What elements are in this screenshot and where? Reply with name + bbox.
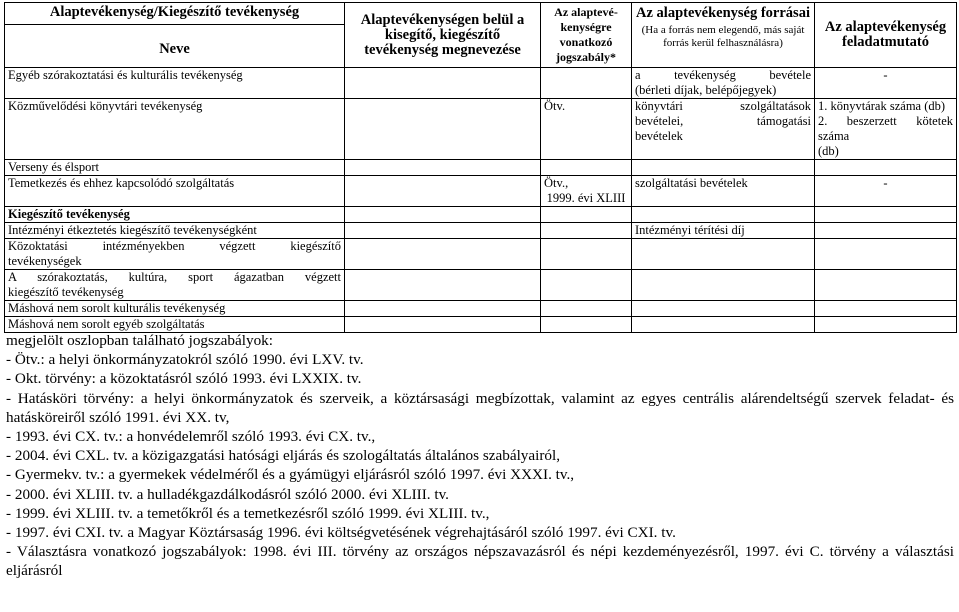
table-row xyxy=(5,160,957,176)
row-law-line: 1999. évi XLIII xyxy=(546,191,626,205)
note-item: - Ötv.: a helyi önkormányzatokról szóló 1990. évi LXV. tv. xyxy=(6,351,364,369)
table-row xyxy=(5,301,957,317)
header-indicator: Az alaptevékenység feladatmutató xyxy=(815,3,957,68)
row-indicator-line: 2. beszerzett kötetek száma xyxy=(818,114,953,143)
table-row xyxy=(5,99,957,160)
row-indicator-line: 1. könyvtárak száma (db) xyxy=(818,99,946,113)
note-item: - 1999. évi XLIII. tv. a temetőkről és a temetkezésről szóló 1999. évi XLIII. tv., xyxy=(6,504,490,522)
row-law xyxy=(541,239,632,270)
row-law xyxy=(541,301,632,317)
row-name: Verseny és élsport xyxy=(5,160,345,176)
row-source-line: könyvtári szolgáltatások xyxy=(635,99,811,113)
row-name: Közművelődési könyvtári tevékenység xyxy=(5,99,345,160)
row-name: Temetkezés és ehhez kapcsolódó szolgáltatás xyxy=(5,176,345,207)
row-source-line: bevételei, támogatási xyxy=(635,114,811,128)
note-item: - 2004. évi CXL. tv. a közigazgatási hatósági eljárás és szologáltatás általános szabályairól, xyxy=(6,447,561,465)
row-law xyxy=(541,223,632,239)
row-subactivity xyxy=(345,223,541,239)
row-name: Intézményi étkeztetés kiegészítő tevékenységként xyxy=(5,223,345,239)
table-row xyxy=(5,207,957,223)
header-row xyxy=(5,3,957,68)
note-item: - Gyermekv. tv.: a gyermekek védelméről és a gyámügyi eljárásról szóló 1997. évi XXXI. tv., xyxy=(6,466,575,484)
table-row xyxy=(5,68,957,99)
row-name-line: kiegészítő tevékenység xyxy=(8,285,124,299)
row-subactivity xyxy=(345,160,541,176)
header-name-bottom: Neve xyxy=(159,41,190,57)
header-name xyxy=(5,3,345,68)
note-item: - Hatásköri törvény: a helyi önkormányzatok és szerveik, a köztársasági megbízottak, valamint az egyes centrális alárendeltségű szervek feladat- és hatásköreiről szóló 1991. évi XX. tv, xyxy=(6,389,954,426)
row-name: Máshová nem sorolt egyéb szolgáltatás xyxy=(5,317,345,333)
header-sources xyxy=(632,3,815,68)
row-subactivity xyxy=(345,239,541,270)
row-law xyxy=(541,68,632,99)
header-sources-title: Az alaptevékenység forrásai xyxy=(636,5,810,21)
row-source: Intézményi térítési díj xyxy=(632,223,815,239)
header-sources-sub: (Ha a forrás nem elegendő, más saját forrás kerül felhasználásra) xyxy=(641,24,805,49)
row-name: Máshová nem sorolt kulturális tevékenység xyxy=(5,301,345,317)
header-subactivity: Alaptevékenységen belül a kisegítő, kiegészítő tevékenység megnevezése xyxy=(345,3,541,68)
row-source xyxy=(632,68,815,99)
row-source xyxy=(632,207,815,223)
row-name xyxy=(5,270,345,301)
row-law: Ötv. xyxy=(541,99,632,160)
activities-table xyxy=(4,2,957,333)
row-subactivity xyxy=(345,270,541,301)
row-source-line: bevételek xyxy=(635,129,683,143)
table-row xyxy=(5,223,957,239)
row-indicator: - xyxy=(815,176,957,207)
header-name-top: Alaptevékenység/Kiegészítő tevékenység xyxy=(5,3,344,25)
row-indicator xyxy=(815,239,957,270)
row-subactivity xyxy=(345,176,541,207)
row-source xyxy=(632,239,815,270)
header-law: Az alaptevé-kenységre vonatkozó jogszabály* xyxy=(541,3,632,68)
row-subactivity xyxy=(345,99,541,160)
row-law xyxy=(541,207,632,223)
table-row xyxy=(5,270,957,301)
law-notes xyxy=(6,331,954,581)
row-source-line: a tevékenység bevétele xyxy=(635,68,811,82)
row-law xyxy=(541,176,632,207)
row-subactivity xyxy=(345,68,541,99)
row-indicator-line: (db) xyxy=(818,144,839,158)
note-item: - 1993. évi CX. tv.: a honvédelemről szóló 1993. évi CX. tv., xyxy=(6,428,376,446)
row-law xyxy=(541,270,632,301)
row-name xyxy=(5,239,345,270)
row-subactivity xyxy=(345,207,541,223)
row-indicator xyxy=(815,270,957,301)
row-source xyxy=(632,99,815,160)
row-name-line: A szórakoztatás, kultúra, sport ágazatban végzett xyxy=(8,270,341,284)
row-name-line: tevékenységek xyxy=(8,254,82,268)
note-item: - 1997. évi CXI. tv. a Magyar Köztársaság 1996. évi költségvetésének végrehajtásáról szóló 1997. évi CXI. tv. xyxy=(6,524,676,542)
note-item: - 2000. évi XLIII. tv. a hulladékgazdálkodásról szóló 2000. évi XLIII. tv. xyxy=(6,485,449,503)
note-item: - Okt. törvény: a közoktatásról szóló 1993. évi LXXIX. tv. xyxy=(6,370,362,388)
notes-intro: megjelölt oszlopban található jogszabályok: xyxy=(6,332,273,349)
note-item: - Választásra vonatkozó jogszabályok: 1998. évi III. törvény az országos népszavazásról és népi kezdeményezésről, 1997. évi C. törvény a választási eljárásról xyxy=(6,543,954,580)
row-source xyxy=(632,301,815,317)
row-name: Kiegészítő tevékenység xyxy=(5,207,345,223)
row-subactivity xyxy=(345,301,541,317)
row-indicator xyxy=(815,301,957,317)
row-source: szolgáltatási bevételek xyxy=(632,176,815,207)
table-row xyxy=(5,176,957,207)
table-row xyxy=(5,239,957,270)
row-source-line: (bérleti díjak, belépőjegyek) xyxy=(635,83,777,97)
row-law xyxy=(541,160,632,176)
row-indicator xyxy=(815,223,957,239)
row-indicator: - xyxy=(815,68,957,99)
row-source xyxy=(632,270,815,301)
row-law-line: Ötv., xyxy=(544,176,569,190)
row-source xyxy=(632,160,815,176)
row-indicator xyxy=(815,207,957,223)
row-indicator xyxy=(815,99,957,160)
row-name: Egyéb szórakoztatási és kulturális tevékenység xyxy=(5,68,345,99)
row-name-line: Közoktatási intézményekben végzett kiegészítő xyxy=(8,239,341,253)
row-indicator xyxy=(815,160,957,176)
